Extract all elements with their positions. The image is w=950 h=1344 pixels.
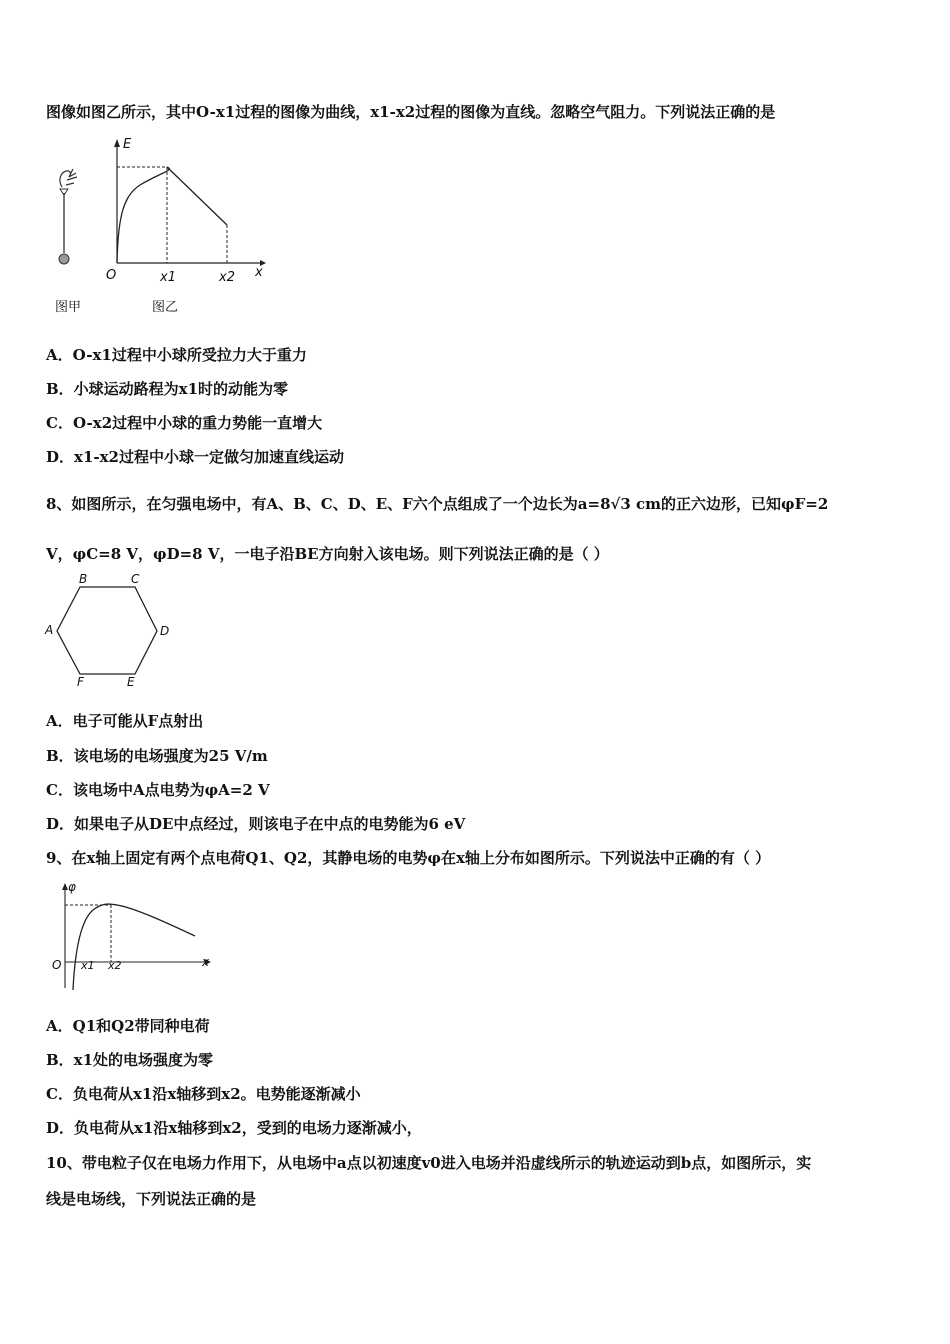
q9-option-b: B．x1处的电场强度为零 <box>46 1051 214 1069</box>
graph-label-x1: x1 <box>160 270 176 285</box>
graph-label-x2: x2 <box>219 270 235 285</box>
q7-option-b: B．小球运动路程为x1时的动能为零 <box>46 380 289 398</box>
q9-option-a: A．Q1和Q2带同种电荷 <box>46 1017 210 1035</box>
q8-option-d: D．如果电子从DE中点经过，则该电子在中点的电势能为6 eV <box>46 815 466 833</box>
graph-label-e: E <box>123 137 132 152</box>
graph-label-x: x <box>255 265 263 280</box>
hex-label-b: B <box>79 572 88 586</box>
graph-label-origin-2: O <box>52 958 62 972</box>
graph-label-x-2: x <box>202 955 210 969</box>
q9-option-d: D．负电荷从x1沿x轴移到x2，受到的电场力逐渐减小， <box>46 1119 422 1137</box>
q8-option-c: C．该电场中A点电势为φA=2 V <box>46 781 270 799</box>
hex-label-a: A <box>45 623 54 637</box>
hex-label-c: C <box>131 572 140 586</box>
q7-option-c: C．O-x2过程中小球的重力势能一直增大 <box>46 414 323 432</box>
q8-option-b: B．该电场的电场强度为25 V/m <box>46 747 268 765</box>
q8-stem-line1: 8、如图所示，在匀强电场中，有A、B、C、D、E、F六个点组成了一个边长为a=8√3 cm的正六边形，已知φF=2 <box>46 495 829 513</box>
q7-option-d: D．x1-x2过程中小球一定做匀加速直线运动 <box>46 448 344 466</box>
q8-stem-line2: V，φC=8 V，φD=8 V，一电子沿BE方向射入该电场。则下列说法正确的是（ ） <box>46 545 609 563</box>
graph-label-x2-2: x2 <box>108 959 122 972</box>
graph-label-x1-2: x1 <box>81 959 95 972</box>
q10-stem-line2: 线是电场线，下列说法正确的是 <box>46 1190 257 1208</box>
hexagon-figure <box>40 570 180 690</box>
q9-stem: 9、在x轴上固定有两个点电荷Q1、Q2，其静电场的电势φ在x轴上分布如图所示。下列说法中正确的有（ ） <box>46 849 771 867</box>
figure-yi-graph <box>100 135 270 295</box>
q7-intro: 图像如图乙所示，其中O-x1过程的图像为曲线，x1-x2过程的图像为直线。忽略空气阻力。下列说法正确的是 <box>46 103 776 121</box>
potential-graph <box>45 880 220 995</box>
hex-label-d: D <box>160 624 170 638</box>
q7-option-a: A．O-x1过程中小球所受拉力大于重力 <box>46 346 307 364</box>
figure-jia <box>50 165 90 265</box>
figure-jia-caption: 图甲 <box>55 300 82 315</box>
figure-yi-caption: 图乙 <box>152 300 179 315</box>
hex-label-e: E <box>127 675 135 689</box>
q10-stem-line1: 10、带电粒子仅在电场力作用下，从电场中a点以初速度v0进入电场并沿虚线所示的轨迹运动到b点，如图所示，实 <box>46 1154 812 1172</box>
q9-option-c: C．负电荷从x1沿x轴移到x2。电势能逐渐减小 <box>46 1085 361 1103</box>
q8-option-a: A．电子可能从F点射出 <box>46 712 204 730</box>
hex-label-f: F <box>77 675 84 689</box>
graph-label-origin: O <box>106 268 117 283</box>
graph-label-phi: φ <box>68 880 76 894</box>
